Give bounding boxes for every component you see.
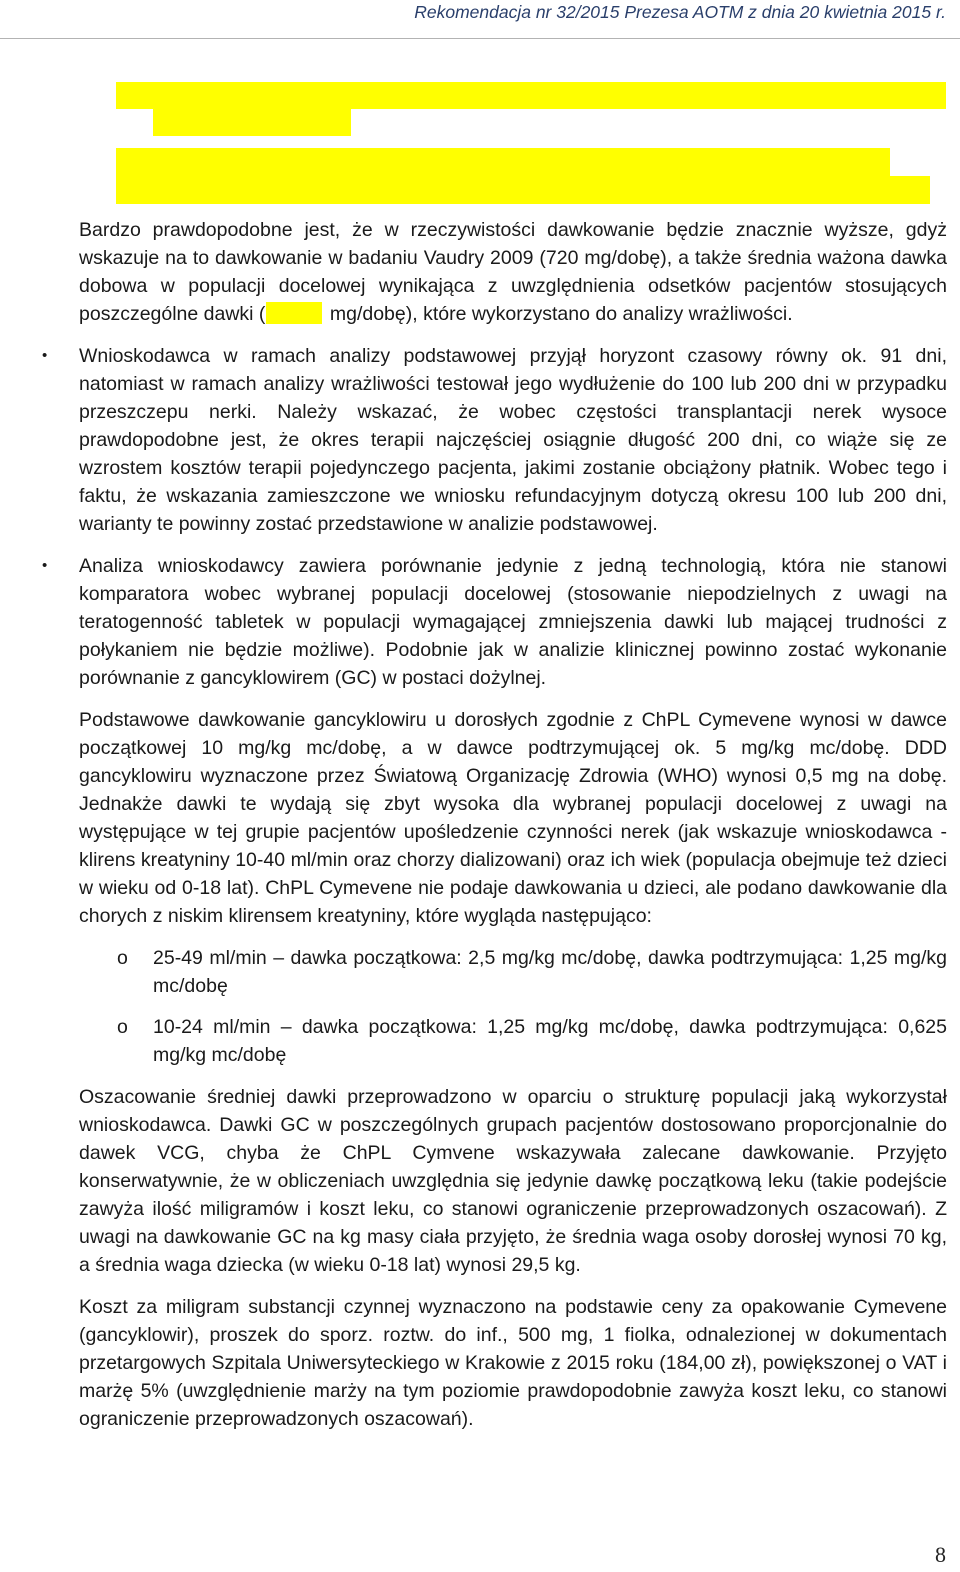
dosing-paragraph: Podstawowe dawkowanie gancyklowiru u dorosłych zgodnie z ChPL Cymevene wynosi w dawce początkowej 10 mg/kg mc/dobę, a w dawce podtrzymującej ok. 5 mg/kg mc/dobę. DDD gancyklowiru wyznaczone przez Światową Organizację Zdrowia (WHO) wynosi 0,5 mg na dobę. Jednakże dawki te wydają się zbyt wysoka dla wybranej populacji docelowej z uwagi na występujące w tej grupie pacjentów upośledzenie czynności nerek (jak wskazuje wnioskodawca - klirens kreatyniny 10-40 ml/min oraz chorzy dializowani) oraz ich wiek (populacja obejmuje też dzieci w wieku od 0-18 lat). ChPL Cymevene nie podaje dawkowania u dzieci, ale podano dawkowanie dla chorych z niskim klirensem kreatyniny, które wygląda następująco: xyxy=(79,709,947,927)
page-number: 8 xyxy=(935,1542,946,1567)
document-body xyxy=(42,216,947,1447)
redacted-block xyxy=(116,176,930,204)
bullet-marker: • xyxy=(42,347,48,364)
bullet-text: Analiza wnioskodawcy zawiera porównanie jedynie z jedną technologią, która nie stanowi komparatora wobec wybranej populacji docelowej (stosowanie niepodzielnych z uwagi na teratogenność tabletek w populacji wymagającej zmniejszenia dawki lub mającej trudności z połykaniem nie będzie możliwe). Podobnie jak w analizie klinicznej powinno zostać wykonanie porównanie z gancyklowirem (GC) w postaci dożylnej. xyxy=(79,555,947,689)
sub-bullet-marker: o xyxy=(117,1016,128,1038)
redacted-block xyxy=(116,148,890,176)
sub-bullet-marker: o xyxy=(117,947,128,969)
estimate-paragraph: Oszacowanie średniej dawki przeprowadzono w oparciu o strukturę populacji jaką wykorzystał wnioskodawca. Dawki GC w poszczególnych grupach pacjentów dostosowano proporcjonalnie do dawek VCG, chyba że ChPL Cymvene wskazywała zalecane dawkowanie. Przyjęto konserwatywnie, że w obliczeniach uwzględnia się jedynie dawkę początkową leku (takie podejście zawyża ilość miligramów i koszt leku, co stanowi ograniczenie przeprowadzonych oszacowań). Z uwagi na dawkowanie GC na kg masy ciała przyjęto, że średnia waga osoby dorosłej wynosi 70 kg, a średnia waga dziecka (w wieku 0-18 lat) wynosi 29,5 kg. xyxy=(79,1086,947,1276)
inline-redaction xyxy=(266,302,322,324)
dosing-sub-list xyxy=(117,944,947,1069)
bullet-text: Wnioskodawca w ramach analizy podstawowej przyjął horyzont czasowy równy ok. 91 dni, natomiast w ramach analizy wrażliwości testował jego wydłużenie do 100 lub 200 dni w przypadku przeszczepu nerki. Należy wskazać, że wobec częstości transplantacji nerek wysoce prawdopodobne jest, że okres terapii najczęściej osiągnie długość 200 dni, co wiąże się ze wzrostem kosztów terapii pojedynczego pacjenta, jakimi zostanie obciążony płatnik. Wobec tego i faktu, że wskazania zamieszczone we wniosku refundacyjnym dotyczą okresu 100 lub 200 dni, warianty te powinny zostać przedstawione w analizie podstawowej. xyxy=(79,345,947,535)
cost-paragraph: Koszt za miligram substancji czynnej wyznaczono na podstawie ceny za opakowanie Cymevene (gancyklowir), proszek do sporz. roztw. do inf., 500 mg, 1 fiolka, odnalezionej w dokumentach przetargowych Szpitala Uniwersyteckiego w Krakowie z 2015 roku (184,00 zł), powiększonej o VAT i marżę 5% (uwzględnienie marży na tym poziomie prawdopodobnie zawyża koszt leku, co stanowi ograniczenie przeprowadzonych oszacowań). xyxy=(79,1296,947,1430)
sub-item-text: 25-49 ml/min – dawka początkowa: 2,5 mg/kg mc/dobę, dawka podtrzymująca: 1,25 mg/kg mc/dobę xyxy=(153,947,947,997)
bullet-item-horizon xyxy=(42,342,947,538)
sub-list-item xyxy=(117,944,947,1000)
redacted-block xyxy=(116,82,946,109)
sub-list-item xyxy=(117,1013,947,1069)
bullet-item-comparator xyxy=(42,552,947,692)
page-header xyxy=(0,0,960,39)
bullet-marker: • xyxy=(42,557,48,574)
intro-paragraph: Bardzo prawdopodobne jest, że w rzeczywistości dawkowanie będzie znacznie wyższe, gdyż wskazuje na to dawkowanie w badaniu Vaudry 2009 (720 mg/dobę), a także średnia ważona dawka dobowa w populacji docelowej wynikająca z uwzględnienia odsetków pacjentów stosujących poszczególne dawki ( mg/dobę), które wykorzystano do analizy wrażliwości. xyxy=(79,219,947,325)
redacted-block xyxy=(153,109,351,136)
header-title: Rekomendacja nr 32/2015 Prezesa AOTM z dnia 20 kwietnia 2015 r. xyxy=(414,2,946,22)
sub-item-text: 10-24 ml/min – dawka początkowa: 1,25 mg/kg mc/dobę, dawka podtrzymująca: 0,625 mg/kg mc/dobę xyxy=(153,1016,947,1066)
